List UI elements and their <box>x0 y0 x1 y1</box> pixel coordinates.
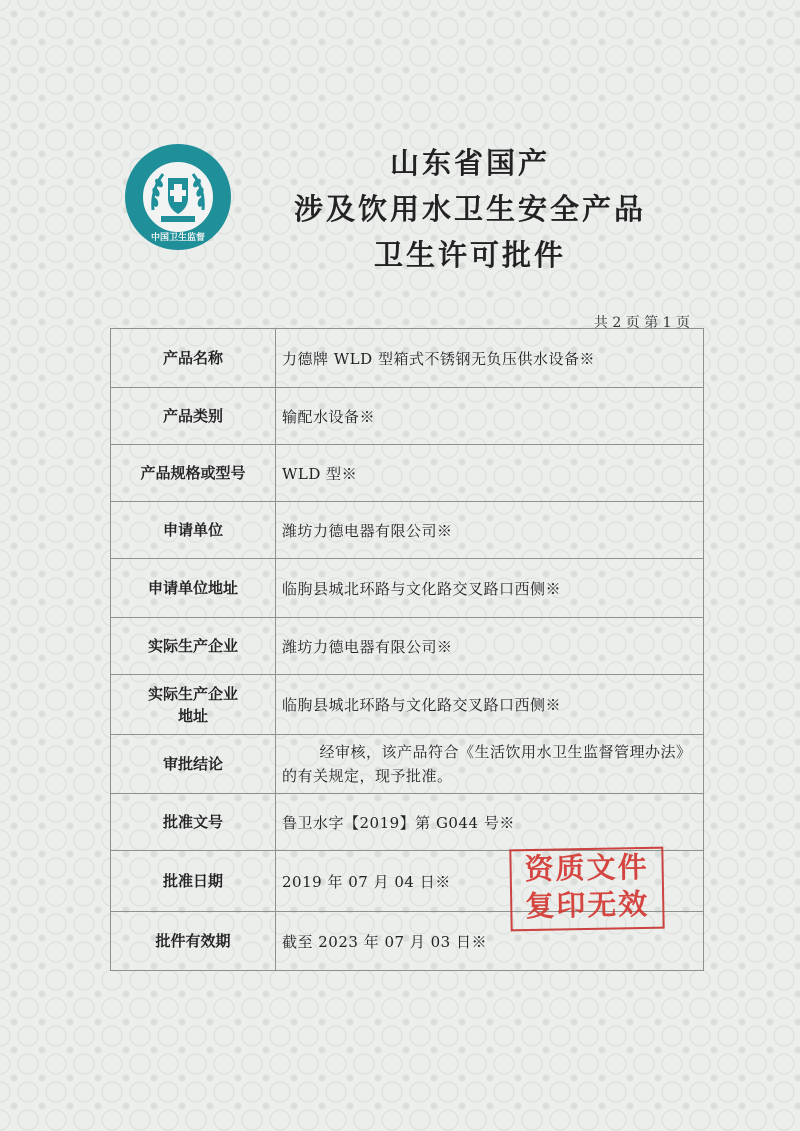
row-value-product-category: 输配水设备※ <box>276 388 704 445</box>
row-label-approval-date: 批准日期 <box>111 851 276 912</box>
stamp-line-1: 资质文件 <box>524 849 649 887</box>
row-label-manufacturer-address-line1: 实际生产企业 <box>147 684 238 703</box>
row-value-approval-number: 鲁卫水字【2019】第 G044 号※ <box>276 794 704 851</box>
table-row <box>111 794 704 851</box>
title-line-1: 山东省国产 <box>389 146 550 180</box>
row-value-applicant-address: 临朐县城北环路与文化路交叉路口西侧※ <box>276 559 704 618</box>
stamp-line-2: 复印无效 <box>524 886 650 924</box>
table-row <box>111 329 704 388</box>
table-row <box>111 675 704 735</box>
title-line-2: 涉及饮用水卫生安全产品 <box>293 192 646 226</box>
row-value-product-model: WLD 型※ <box>276 445 704 502</box>
row-label-applicant-address: 申请单位地址 <box>111 559 276 618</box>
row-label-product-model: 产品规格或型号 <box>111 445 276 502</box>
table-row <box>111 559 704 618</box>
copy-invalid-stamp <box>509 847 664 932</box>
row-label-validity: 批件有效期 <box>111 912 276 971</box>
row-label-approval-conclusion: 审批结论 <box>111 735 276 794</box>
table-row <box>111 445 704 502</box>
row-label-manufacturer: 实际生产企业 <box>111 618 276 675</box>
svg-text:中国卫生监督: 中国卫生监督 <box>150 233 206 243</box>
table-row <box>111 618 704 675</box>
row-value-approval-conclusion: 经审核，该产品符合《生活饮用水卫生监督管理办法》的有关规定，现予批准。 <box>276 735 704 794</box>
row-label-product-name: 产品名称 <box>111 329 276 388</box>
row-value-manufacturer: 潍坊力德电器有限公司※ <box>276 618 704 675</box>
document-title <box>200 140 740 278</box>
row-label-manufacturer-address-line2: 地址 <box>177 706 208 725</box>
row-value-validity: 截至 2023 年 07 月 03 日※ <box>276 912 704 971</box>
page-indicator: 共 2 页 第 1 页 <box>593 315 690 331</box>
row-value-applicant: 潍坊力德电器有限公司※ <box>276 502 704 559</box>
row-label-manufacturer-address <box>111 675 276 735</box>
table-row <box>111 735 704 794</box>
row-label-applicant: 申请单位 <box>111 502 276 559</box>
row-value-manufacturer-address: 临朐县城北环路与文化路交叉路口西侧※ <box>276 675 704 735</box>
title-line-3: 卫生许可批件 <box>373 238 566 272</box>
row-label-approval-number: 批准文号 <box>111 794 276 851</box>
row-label-product-category: 产品类别 <box>111 388 276 445</box>
table-row <box>111 502 704 559</box>
table-row <box>111 388 704 445</box>
row-value-product-name: 力德牌 WLD 型箱式不锈钢无负压供水设备※ <box>276 329 704 388</box>
row-value-approval-date: 2019 年 07 月 04 日※ <box>276 851 704 912</box>
